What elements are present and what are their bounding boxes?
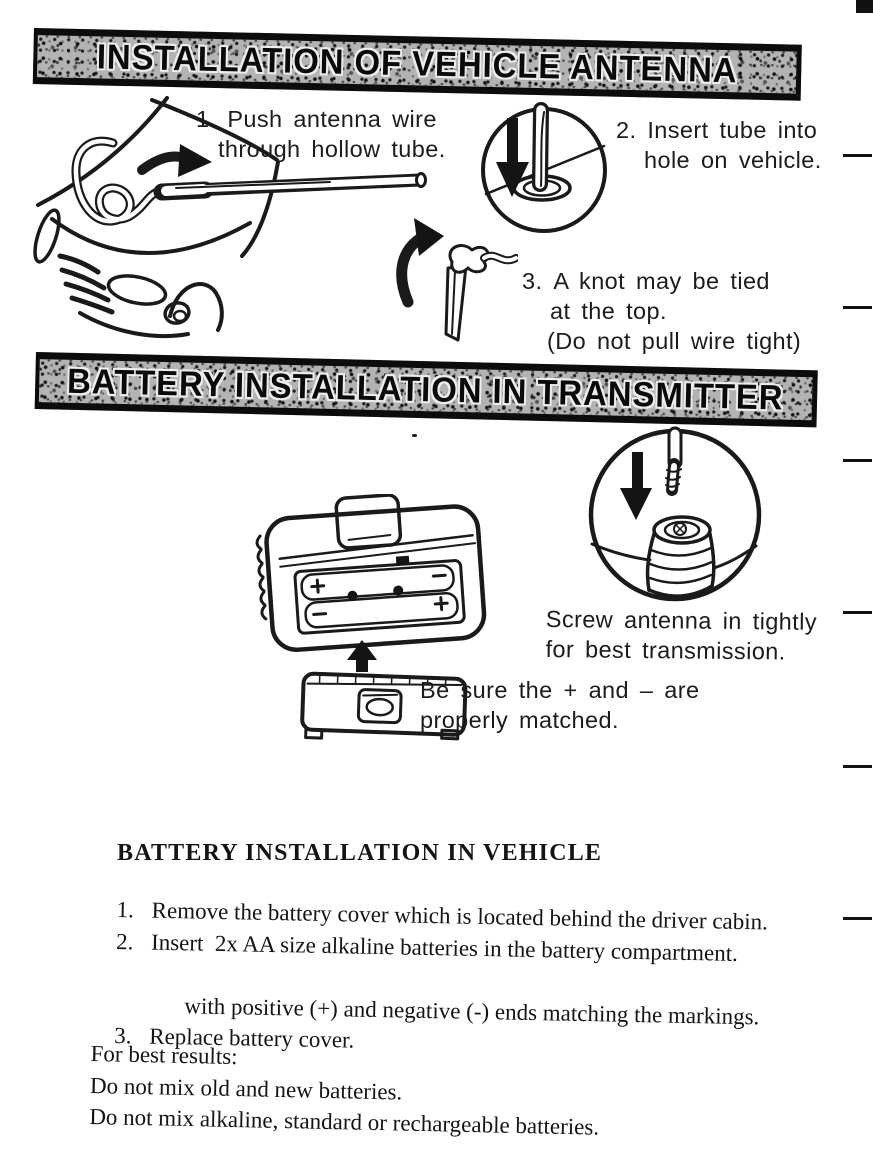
down-arrow-icon: [620, 452, 652, 520]
minus-mark: [433, 575, 445, 576]
curved-up-arrow-icon: [402, 218, 444, 302]
section-title: BATTERY INSTALLATION IN TRANSMITTER: [67, 361, 785, 418]
corner-print-mark: [856, 0, 873, 13]
step2-caption: 2. Insert tube into hole on vehicle.: [616, 117, 822, 173]
ink-speck: [412, 434, 417, 437]
step1-caption: 1. Push antenna wire through hollow tube.: [196, 106, 446, 162]
step3-caption: 3. A knot may be tied at the top. (Do not pull wire tight): [522, 268, 802, 354]
antenna-screw-inset-illustration: [586, 426, 764, 604]
list-item: 3. Replace battery cover.: [114, 1022, 355, 1053]
section-title: INSTALLATION OF VEHICLE ANTENNA: [96, 37, 738, 91]
plus-mark: [435, 597, 448, 610]
list-item: 2. Insert 2x AA size alkaline batteries in the battery compartment. with positive (+) and negative (-) ends matching the markings.: [115, 928, 760, 1029]
step2-number: 2.: [616, 117, 637, 143]
registration-tick: [843, 611, 872, 614]
plus-mark: [311, 580, 324, 593]
registration-tick: [843, 306, 872, 309]
step3-number: 3.: [522, 268, 543, 294]
registration-tick: [843, 154, 872, 157]
battery-notes: For best results: Do not mix old and new batteries. Do not mix alkaline, standard or rechargeable batteries.: [89, 1040, 600, 1140]
screw-caption: Screw antenna in tightly for best transmission.: [545, 605, 818, 665]
polarity-caption: Be sure the + and – are properly matched.: [420, 677, 700, 733]
minus-mark: [314, 614, 326, 615]
section-banner-transmitter: [35, 352, 818, 427]
registration-tick: [843, 765, 872, 768]
vehicle-battery-heading: BATTERY INSTALLATION IN VEHICLE: [117, 840, 603, 866]
wire-knot-illustration: [392, 214, 518, 346]
list-item: 1. Remove the battery cover which is located behind the driver cabin.: [116, 896, 769, 935]
registration-tick: [843, 459, 872, 462]
step1-number: 1.: [196, 106, 217, 132]
